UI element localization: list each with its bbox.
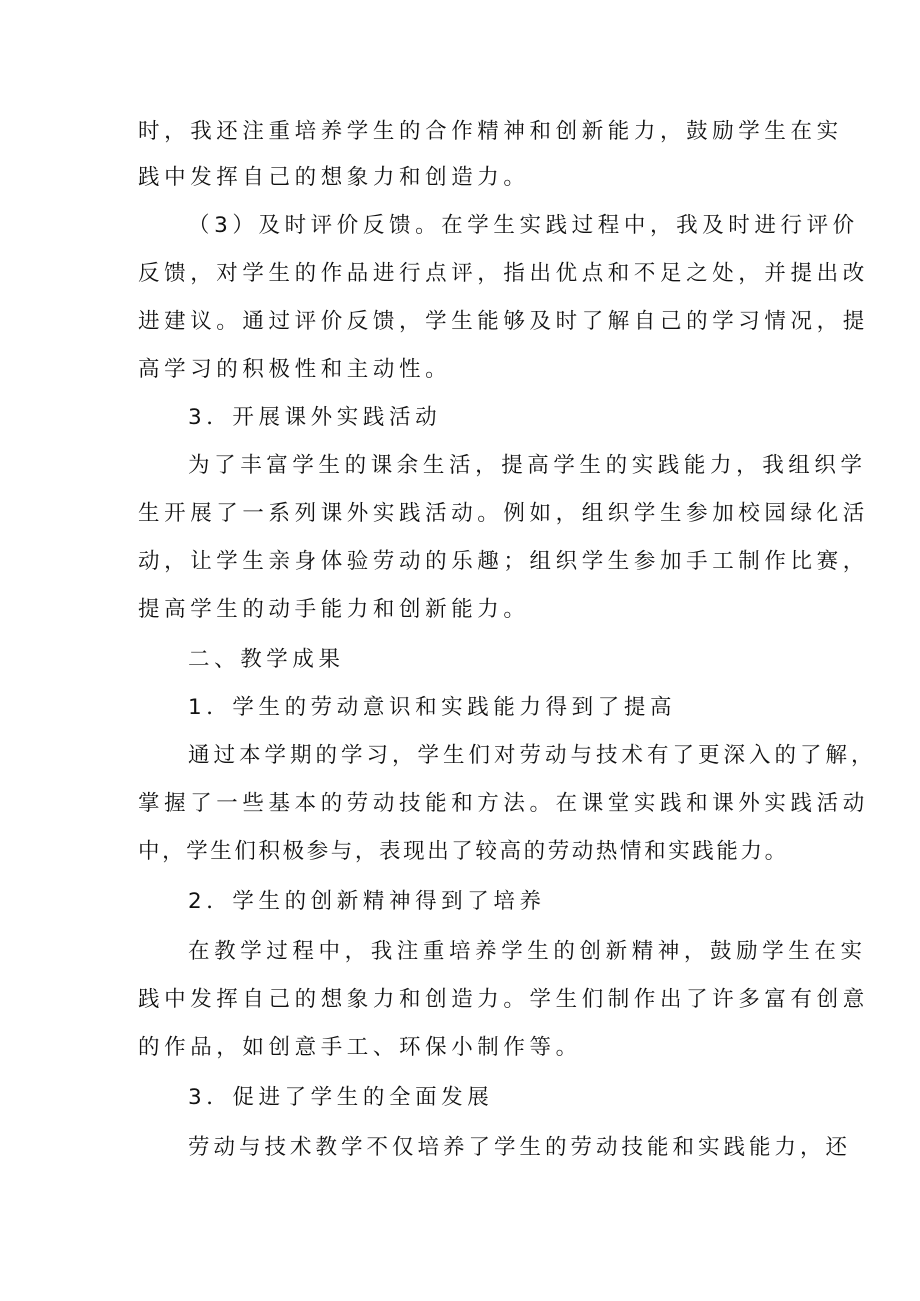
body-text-line: 反馈，对学生的作品进行点评，指出优点和不足之处，并提出改 [138,261,869,286]
body-text-line: 进建议。通过评价反馈，学生能够及时了解自己的学习情况，提 [138,309,869,334]
body-text-line: 高学习的积极性和主动性。 [138,357,452,382]
section-heading: 二、教学成果 [188,647,345,672]
body-text-line: 的作品，如创意手工、环保小制作等。 [138,1035,582,1060]
body-text-line: （3）及时评价反馈。在学生实践过程中，我及时进行评价 [188,213,859,238]
subsection-heading: 3．促进了学生的全面发展 [188,1085,494,1110]
subsection-heading: 3．开展课外实践活动 [188,405,442,430]
subsection-heading: 2．学生的创新精神得到了培养 [188,889,546,914]
body-text-line: 劳动与技术教学不仅培养了学生的劳动技能和实践能力，还 [188,1135,852,1160]
body-text-line: 掌握了一些基本的劳动技能和方法。在课堂实践和课外实践活动 [138,791,869,816]
body-text-line: 为了丰富学生的课余生活，提高学生的实践能力，我组织学 [188,453,867,478]
body-text-line: 践中发挥自己的想象力和创造力。学生们制作出了许多富有创意 [138,987,869,1012]
body-text-line: 通过本学期的学习，学生们对劳动与技术有了更深入的了解， [188,743,877,768]
body-text-line: 动，让学生亲身体验劳动的乐趣；组织学生参加手工制作比赛， [138,549,869,574]
body-text-line: 提高学生的动手能力和创新能力。 [138,597,530,622]
body-text-line: 在教学过程中，我注重培养学生的创新精神，鼓励学生在实 [188,939,867,964]
body-text-line: 中，学生们积极参与，表现出了较高的劳动热情和实践能力。 [138,839,789,864]
body-text-line: 时，我还注重培养学生的合作精神和创新能力，鼓励学生在实 [138,119,843,144]
subsection-heading: 1．学生的劳动意识和实践能力得到了提高 [188,695,677,720]
body-text-line: 生开展了一系列课外实践活动。例如，组织学生参加校园绿化活 [138,501,869,526]
body-text-line: 践中发挥自己的想象力和创造力。 [138,165,530,190]
